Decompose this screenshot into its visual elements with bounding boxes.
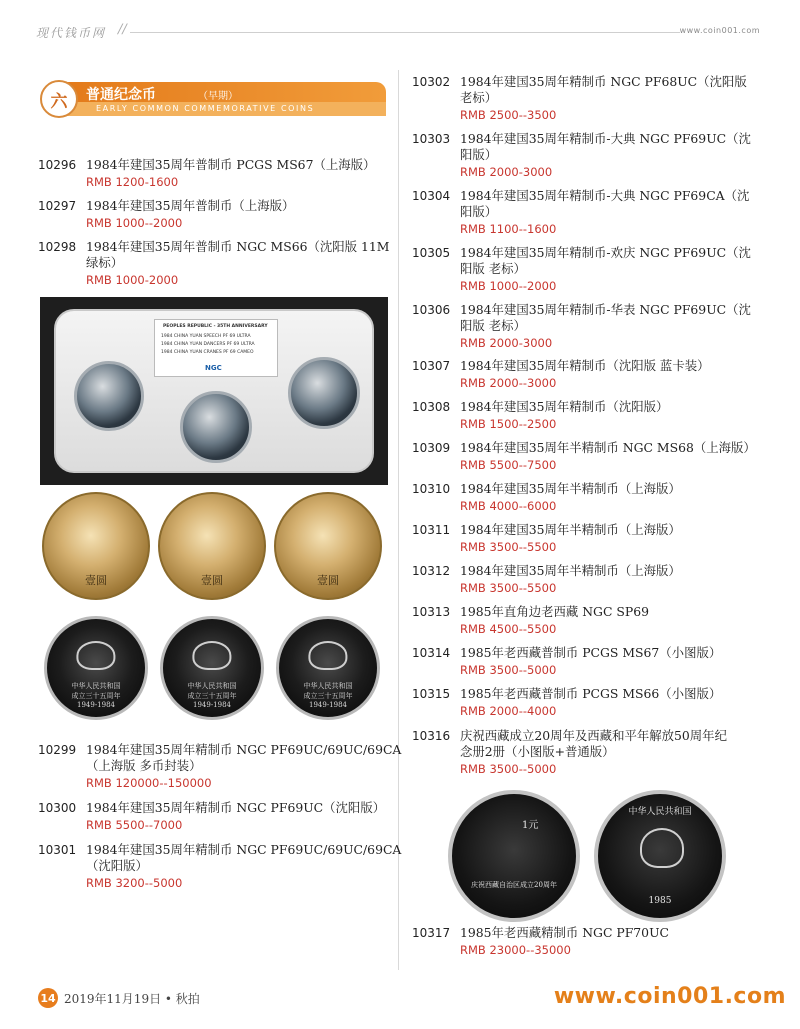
tibet-coin-photo [448,790,728,920]
lot-description: 1984年建国35周年普制币 PCGS MS67（上海版） [86,157,376,172]
coin-obverse-3 [276,616,380,720]
slab-label [154,319,278,377]
lot-number: 10300 [38,801,77,815]
lot-number: 10317 [412,926,451,940]
coin-obverse-sub: 成立三十五周年 [303,692,353,700]
section-title: 普通纪念币 [86,87,156,103]
lot-estimate: RMB 1100--1600 [460,222,557,236]
lot-description: 1985年老西藏普制币 PCGS MS66（小图版） [460,686,722,701]
lot-estimate: RMB 1200-1600 [86,175,179,189]
coin-denomination: 壹圆 [201,574,223,587]
lot-description: 1984年建国35周年精制币-大典 NGC PF69UC（沈 [460,131,751,146]
lot-description: 1984年建国35周年半精制币（上海版） [460,563,681,578]
national-emblem-icon [308,641,347,670]
lot-number: 10316 [412,729,451,743]
lot-number: 10302 [412,75,451,89]
lot-estimate: RMB 3500--5500 [460,581,557,595]
header-rule [130,32,680,33]
lot-estimate: RMB 3500--5000 [460,663,557,677]
coin-reverse-speech [42,492,150,600]
tibet-year: 1985 [648,896,672,906]
slab-label-row: 1984 CHINA YUAN DANCERS PF 69 ULTRA [161,342,255,347]
footer-date: 2019年11月19日 • 秋拍 [64,992,200,1006]
coin-obverse-1 [44,616,148,720]
lot-description: 阳版 老标） [460,261,526,276]
slab-coin-cranes [288,357,360,429]
lot-description: 1984年建国35周年精制币 NGC PF68UC（沈阳版 [460,74,747,89]
lot-number: 10304 [412,189,451,203]
lot-estimate: RMB 4000--6000 [460,499,557,513]
lot-estimate: RMB 2000-3000 [460,336,553,350]
lot-estimate: RMB 1500--2500 [460,417,557,431]
section-number-badge [40,80,78,118]
lot-number: 10298 [38,240,77,254]
coin-obverse-name: 中华人民共和国 [71,682,121,690]
column-divider [398,70,399,970]
national-emblem-icon [192,641,231,670]
lot-number: 10299 [38,743,77,757]
slab-label-row: 1984 CHINA YUAN SPEECH PF 69 ULTRA [161,334,251,339]
lot-description: 1984年建国35周年精制币-华表 NGC PF69UC（沈 [460,302,751,317]
lot-number: 10312 [412,564,451,578]
lot-number: 10307 [412,359,451,373]
tibet-coin-obverse [594,790,726,922]
lot-description: 1985年老西藏普制币 PCGS MS67（小图版） [460,645,722,660]
lot-description: 绿标） [86,255,124,270]
coin-obverse-sub: 成立三十五周年 [187,692,237,700]
lot-estimate: RMB 5500--7500 [460,458,557,472]
coin-reverse-cranes [274,492,382,600]
magazine-title: 现代钱币网 [36,26,107,40]
lot-description: 1984年建国35周年普制币 NGC MS66（沈阳版 11M [86,239,390,254]
lot-estimate: RMB 2000-3000 [460,165,553,179]
footer-site-link[interactable]: www.coin001.com [553,984,786,1009]
lot-estimate: RMB 2000--3000 [460,376,557,390]
lot-number: 10303 [412,132,451,146]
lot-number: 10308 [412,400,451,414]
lot-description: 1984年建国35周年半精制币（上海版） [460,522,681,537]
lot-description: 1984年建国35周年精制币（沈阳版） [460,399,669,414]
lot-number: 10301 [38,843,77,857]
tibet-obverse-name: 中华人民共和国 [628,807,692,817]
national-emblem-icon [640,828,684,868]
lot-estimate: RMB 1000--2000 [460,279,557,293]
lot-description: 1984年建国35周年精制币 NGC PF69UC/69UC/69CA [86,742,402,757]
lot-description: （沈阳版） [86,858,148,873]
section-number: 六 [50,91,68,112]
slab-coin-dancers [180,391,252,463]
lot-description: 1984年建国35周年普制币（上海版） [86,198,295,213]
lot-estimate: RMB 5500--7000 [86,818,183,832]
lot-number: 10315 [412,687,451,701]
header-slashes: // [118,22,127,37]
lot-estimate: RMB 23000--35000 [460,943,571,957]
lot-description: 阳版） [460,147,498,162]
ngc-logo: NGC [205,364,222,372]
tibet-coin-reverse [448,790,580,922]
lot-description: 1984年建国35周年精制币 NGC PF69UC/69UC/69CA [86,842,402,857]
slab-holder [54,309,374,473]
lot-description: 1984年建国35周年半精制币（上海版） [460,481,681,496]
lot-estimate: RMB 2500--3500 [460,108,557,122]
coin-obverse-name: 中华人民共和国 [303,682,353,690]
lot-description: 1984年建国35周年精制币-欢庆 NGC PF69UC（沈 [460,245,751,260]
coin-denomination: 壹圆 [317,574,339,587]
coin-obverse-2 [160,616,264,720]
lot-description: 1984年建国35周年精制币（沈阳版 蓝卡装） [460,358,710,373]
lot-description: 念册2册（小图版+普通版） [460,744,615,759]
lot-number: 10314 [412,646,451,660]
lot-estimate: RMB 4500--5500 [460,622,557,636]
lot-number: 10297 [38,199,77,213]
lot-number: 10309 [412,441,451,455]
lot-number: 10311 [412,523,451,537]
tibet-caption: 庆祝西藏自治区成立20周年 [471,881,557,889]
coin-obverse-years: 1949-1984 [77,701,115,709]
tibet-denomination: 1元 [522,820,539,831]
lot-description: （上海版 多币封装） [86,758,202,773]
lot-description: 老标） [460,90,498,105]
section-subtitle: （早期） [198,91,238,102]
coin-obverse-years: 1949-1984 [309,701,347,709]
coin-obverse-sub: 成立三十五周年 [71,692,121,700]
lot-estimate: RMB 1000--2000 [86,216,183,230]
slab-label-title: PEOPLES REPUBLIC - 35TH ANNIVERSARY [163,324,268,329]
lot-number: 10313 [412,605,451,619]
lot-estimate: RMB 3200--5000 [86,876,183,890]
lot-estimate: RMB 3500--5000 [460,762,557,776]
coin-obverse-years: 1949-1984 [193,701,231,709]
coin-obverse-name: 中华人民共和国 [187,682,237,690]
lot-description: 1985年直角边老西藏 NGC SP69 [460,604,649,619]
slab-label-row: 1984 CHINA YUAN CRANES PF 69 CAMEO [161,350,254,355]
slab-coin-speech [74,361,144,431]
lot-estimate: RMB 120000--150000 [86,776,212,790]
lot-description: 1984年建国35周年精制币-大典 NGC PF69CA（沈 [460,188,750,203]
lot-description: 庆祝西藏成立20周年及西藏和平年解放50周年纪 [460,728,727,743]
national-emblem-icon [76,641,115,670]
coin-denomination: 壹圆 [85,574,107,587]
page-number: 14 [38,988,58,1008]
lot-description: 阳版 老标） [460,318,526,333]
coin-photo-grid [40,490,388,730]
header-url[interactable]: www.coin001.com [679,26,760,35]
lot-description: 1985年老西藏精制币 NGC PF70UC [460,925,669,940]
lot-number: 10306 [412,303,451,317]
lot-estimate: RMB 3500--5500 [460,540,557,554]
lot-description: 1984年建国35周年精制币 NGC PF69UC（沈阳版） [86,800,386,815]
lot-estimate: RMB 1000-2000 [86,273,179,287]
lot-number: 10305 [412,246,451,260]
lot-number: 10310 [412,482,451,496]
section-english-title: EARLY COMMON COMMEMORATIVE COINS [96,104,315,113]
ngc-slab-photo [40,297,388,485]
lot-number: 10296 [38,158,77,172]
lot-estimate: RMB 2000--4000 [460,704,557,718]
lot-description: 阳版） [460,204,498,219]
coin-reverse-dancers [158,492,266,600]
lot-description: 1984年建国35周年半精制币 NGC MS68（上海版） [460,440,756,455]
